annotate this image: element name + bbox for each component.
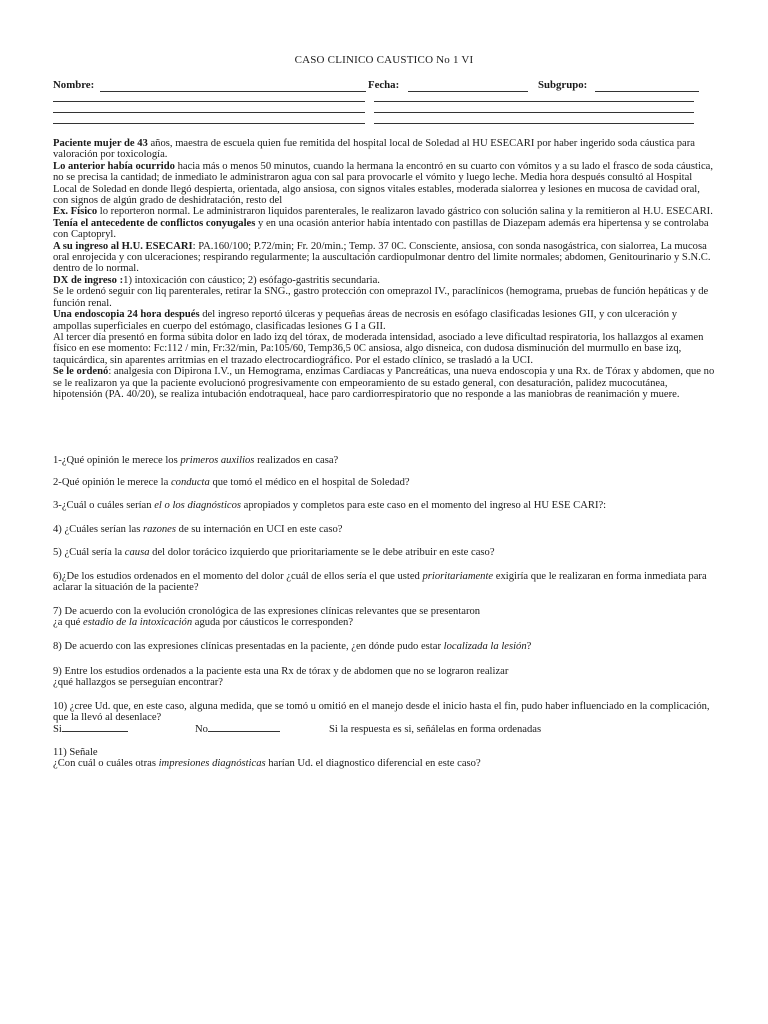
case-paragraph (53, 138, 715, 161)
case-text: años, maestra de escuela quien fue remitida del hospital local de Soledad al HU ESECARI por haber ingerido soda cáustica para valoración por toxicología. (53, 138, 695, 161)
nombre-label: Nombre: (53, 79, 95, 91)
answer-line[interactable] (53, 112, 365, 113)
question-7 (53, 606, 723, 629)
case-paragraph: Al tercer día presentó en forma súbita dolor en lado izq del tórax, de moderada intensidad, asociado a leve dificultad respiratoria, los hallazgos al examen físico en ese momento: Fc:112 / min, Fr:32/min, Pa:105/60, Temp36,5 0C ansiosa, algo disneica, con dudosa disminución del murmullo en base izq, taquicárdica, sin aparentes arritmias en el trazado electrocardiográfico. Por el estado clínico, se trasladó a la UCI. (53, 331, 704, 366)
case-paragraph (53, 309, 715, 332)
case-text: del ingreso reportó úlceras y pequeñas áreas de necrosis en esófago clasificadas lesiones GII, y con ulceración y ampollas superficiales en cuerpo del estómago, clasificadas lesiones G I a GII. (53, 309, 677, 332)
case-text: : analgesia con Dipirona I.V., un Hemograma, enzimas Cardiacas y Pancreáticas, una nueva endoscopia y una Rx. de Tórax y abdomen, que no se le realizaron ya que la paciente evolucionó progresivamente con empeoramiento de su estado general, con desaturación, palidez mucocutánea, hipotensión (PA. 40/20), se realiza intubación endotraqueal, hace paro cardiorrespiratorio que no responde a las maniobras de reanimación y muere. (53, 366, 715, 400)
answer-line[interactable] (374, 101, 694, 102)
case-text: : PA.160/100; P.72/min; Fr. 20/min.; Temp. 37 0C. Consciente, ansiosa, con sonda nasogástrica, con sialorrea, La mucosa oral enrojecida y con ulceraciones; respirando regularmente; la auscultación cardiopulmonar dentro del limite normales; abdomen, Genitourinario y S.N.C. dentro de lo normal. (53, 240, 711, 275)
question-11-line-2: ¿Con cuál o cuáles otras impresiones diagnósticas harían Ud. el diagnostico diferencial en este caso? (53, 758, 481, 770)
si-answer-field[interactable] (62, 731, 128, 732)
case-bold: Se le ordenó (53, 366, 109, 378)
question-7-line-1: 7) De acuerdo con la evolución cronológica de las expresiones clínicas relevantes que se presentaron (53, 606, 481, 617)
fecha-field[interactable] (408, 91, 528, 92)
question-4: 4) ¿Cuáles serían las razones de su internación en UCI en este caso? (53, 524, 343, 535)
question-10-text: 10) ¿cree Ud. que, en este caso, alguna medida, que se tomó u omitió en el manejo desde el inicio hasta el fin, pudo haber influenciado en la complicación, que la llevó al desenlace? (53, 701, 710, 724)
subgrupo-field[interactable] (595, 91, 699, 92)
question-7-line-2: ¿a qué estadio de la intoxicación aguda por cáusticos le corresponden? (53, 617, 354, 629)
case-paragraph (53, 206, 715, 217)
case-bold: A su ingreso al H.U. ESECARI (53, 240, 193, 252)
document-title: CASO CLINICO CAUSTICO No 1 VI (294, 54, 474, 66)
question-11-line-1: 11) Señale (53, 747, 98, 758)
case-text: lo reporteron normal. Le administraron liquidos parenterales, le realizaron lavado gástrico con solución salina y la remitieron al H.U. ESECARI. (97, 206, 713, 218)
case-bold: Lo anterior había ocurrido (53, 160, 175, 172)
si-label: Si (53, 723, 62, 735)
question-11 (53, 747, 723, 770)
question-9 (53, 666, 723, 689)
question-10-options (53, 724, 723, 736)
question-9-line-1: 9) Entre los estudios ordenados a la paciente esta una Rx de tórax y de abdomen que no se lograron realizar (53, 666, 509, 677)
question-2: 2-Qué opinión le merece la conducta que tomó el médico en el hospital de Soledad? (53, 477, 410, 488)
question-6: 6)¿De los estudios ordenados en el momento del dolor ¿cuál de ellos sería el que usted prioritariamente exigiría que le realizaran en forma inmediata para aclarar la situación de la paciente? (53, 571, 707, 594)
fecha-label: Fecha: (368, 79, 400, 91)
question-9-line-2: ¿qué hallazgos se perseguían encontrar? (53, 677, 224, 689)
case-paragraph (53, 161, 715, 207)
question-3: 3-¿Cuál o cuáles serían el o los diagnósticos apropiados y completos para este caso en el momento del ingreso al HU ESE CARI?: (53, 500, 607, 511)
case-bold: Una endoscopia 24 hora después (53, 309, 200, 321)
question-5: 5) ¿Cuál sería la causa del dolor torácico izquierdo que prioritariamente se le debe atribuir en este caso? (53, 547, 495, 558)
no-answer-field[interactable] (208, 731, 280, 732)
answer-line[interactable] (374, 123, 694, 124)
question-8: 8) De acuerdo con las expresiones clínicas presentadas en la paciente, ¿en dónde pudo estar localizada la lesión? (53, 641, 532, 652)
answer-line[interactable] (53, 123, 365, 124)
case-text: hacia más o menos 50 minutos, cuando la hermana la encontró en su cuarto con vómitos y a su lado el frasco de soda cáustica, no se precisa la cantidad; de inmediato le administraron agua con sal para provocarle el vómito y luego leche. Media hora después consultó al Hospital Local de Soledad en donde llegó despierta, orientada, algo ansiosa, con signos vitales estables, moderada sialorrea y lesiones en mucosa de cavidad oral, con signos de algún grado de deshidratación, resto del (53, 160, 713, 207)
case-bold: Paciente mujer de 43 (53, 138, 148, 149)
no-label: No (195, 723, 208, 735)
answer-line[interactable] (53, 101, 365, 102)
case-paragraph (53, 275, 715, 286)
case-bold: DX de ingreso : (53, 274, 124, 286)
case-paragraph: Se le ordenó seguir con liq parenterales, retirar la SNG., gastro protección con omeprazol IV., paraclínicos (hemograma, pruebas de función hepáticas y de función renal. (53, 286, 709, 309)
question-10 (53, 701, 723, 736)
subgrupo-label: Subgrupo: (538, 79, 588, 91)
question-1: 1-¿Qué opinión le merece los primeros auxilios realizados en casa? (53, 455, 339, 466)
case-paragraph (53, 366, 715, 400)
case-description (53, 138, 715, 400)
case-paragraph (53, 218, 715, 241)
case-bold: Tenía el antecedente de conflictos conyugales (53, 217, 256, 229)
case-text: 1) intoxicación con cáustico; 2) esófago-gastritis secundaria. (123, 274, 380, 286)
case-text: y en una ocasión anterior había intentado con pastillas de Diazepam además era hipertensa y se controlaba con Captopryl. (53, 217, 709, 241)
case-paragraph (53, 241, 715, 275)
nombre-field[interactable] (100, 91, 366, 92)
answer-line[interactable] (374, 112, 694, 113)
case-bold: Ex. Físico (53, 206, 98, 218)
no-option (195, 724, 280, 735)
si-note: Si la respuesta es si, señálelas en forma ordenadas (329, 723, 542, 735)
